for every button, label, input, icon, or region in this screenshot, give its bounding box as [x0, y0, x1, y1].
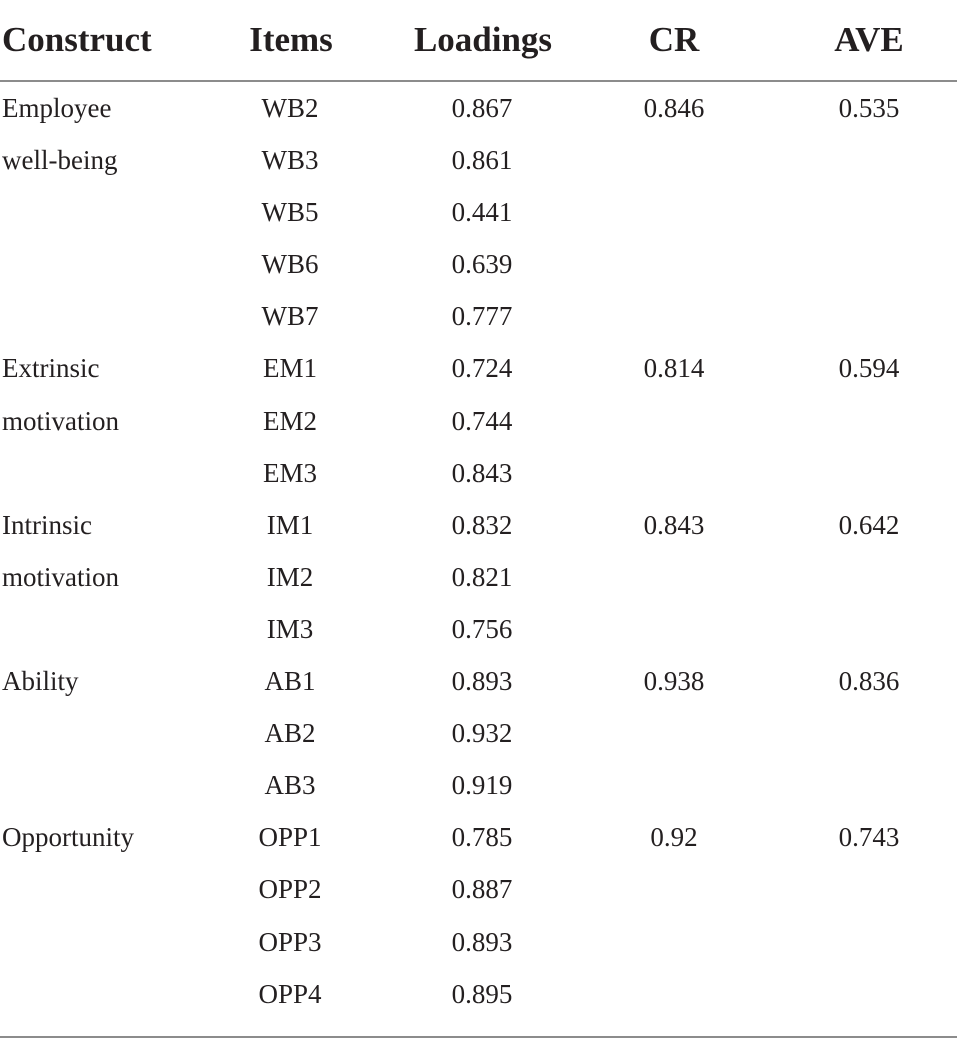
cell-construct: Intrinsic [2, 509, 92, 540]
table-body [0, 82, 957, 1020]
table-row [0, 82, 957, 134]
cell-construct: Opportunity [2, 822, 134, 853]
table-row [0, 134, 957, 186]
cell-ave: 0.743 [838, 822, 900, 853]
cell-loading: 0.867 [451, 93, 513, 123]
cell-item: OPP2 [258, 874, 322, 905]
cell-loading: 0.756 [451, 613, 513, 644]
table-row [0, 447, 957, 499]
cell-item: IM1 [266, 509, 314, 540]
cell-loading: 0.441 [451, 197, 513, 228]
cell-cr: 0.814 [643, 353, 705, 384]
cell-loading: 0.861 [451, 145, 513, 176]
cell-loading: 0.744 [451, 405, 513, 436]
cell-loading: 0.893 [451, 926, 513, 957]
table-row [0, 603, 957, 655]
cell-loading: 0.777 [451, 301, 513, 332]
cell-loading: 0.821 [451, 561, 513, 592]
cell-cr: 0.938 [643, 666, 705, 697]
table-row [0, 707, 957, 759]
table-row [0, 342, 957, 394]
cell-item: WB7 [261, 301, 319, 332]
cell-item: EM2 [263, 405, 317, 436]
cell-item: AB2 [264, 718, 316, 749]
table-row [0, 916, 957, 968]
cell-item: WB3 [261, 145, 319, 176]
cell-item: AB3 [264, 770, 316, 801]
table-row [0, 811, 957, 863]
cell-item: OPP4 [258, 978, 322, 1009]
table-row [0, 186, 957, 238]
cell-construct: Employee [2, 93, 112, 123]
cell-loading: 0.785 [451, 822, 513, 853]
cell-loading: 0.895 [451, 978, 513, 1009]
table-row [0, 238, 957, 290]
cell-construct: Ability [2, 666, 79, 697]
table-row [0, 655, 957, 707]
cell-item: OPP3 [258, 926, 322, 957]
cell-loading: 0.639 [451, 249, 513, 280]
cell-item: IM2 [266, 561, 314, 592]
cell-item: WB5 [261, 197, 319, 228]
cell-construct: motivation [2, 405, 119, 436]
cell-loading: 0.919 [451, 770, 513, 801]
cell-item: EM3 [263, 457, 317, 488]
cell-item: WB6 [261, 249, 319, 280]
cell-loading: 0.893 [451, 666, 513, 697]
cell-item: WB2 [261, 93, 319, 123]
cell-construct: motivation [2, 561, 119, 592]
header-loadings: Loadings [413, 20, 553, 59]
table-header [0, 0, 957, 82]
table-row [0, 290, 957, 342]
cell-item: IM3 [266, 613, 314, 644]
table-row [0, 863, 957, 915]
table-row [0, 499, 957, 551]
cell-loading: 0.843 [451, 457, 513, 488]
cell-cr: 0.843 [643, 509, 705, 540]
cell-ave: 0.535 [838, 93, 900, 123]
table-row [0, 759, 957, 811]
cell-loading: 0.724 [451, 353, 513, 384]
cell-item: OPP1 [258, 822, 322, 853]
cell-ave: 0.594 [838, 353, 900, 384]
cell-item: EM1 [263, 353, 317, 384]
header-cr: CR [648, 20, 700, 59]
cell-loading: 0.832 [451, 509, 513, 540]
bottom-rule [0, 1036, 957, 1038]
table-row [0, 395, 957, 447]
cell-construct: Extrinsic [2, 353, 100, 384]
table-row [0, 968, 957, 1020]
cell-ave: 0.642 [838, 509, 900, 540]
cell-loading: 0.932 [451, 718, 513, 749]
header-ave: AVE [834, 20, 904, 59]
cell-construct: well-being [2, 145, 118, 176]
table-row [0, 551, 957, 603]
cell-item: AB1 [264, 666, 316, 697]
cell-cr: 0.92 [650, 822, 698, 853]
header-construct: Construct [2, 20, 152, 59]
header-items: Items [249, 20, 333, 59]
cell-loading: 0.887 [451, 874, 513, 905]
cell-ave: 0.836 [838, 666, 900, 697]
cell-cr: 0.846 [643, 93, 705, 123]
